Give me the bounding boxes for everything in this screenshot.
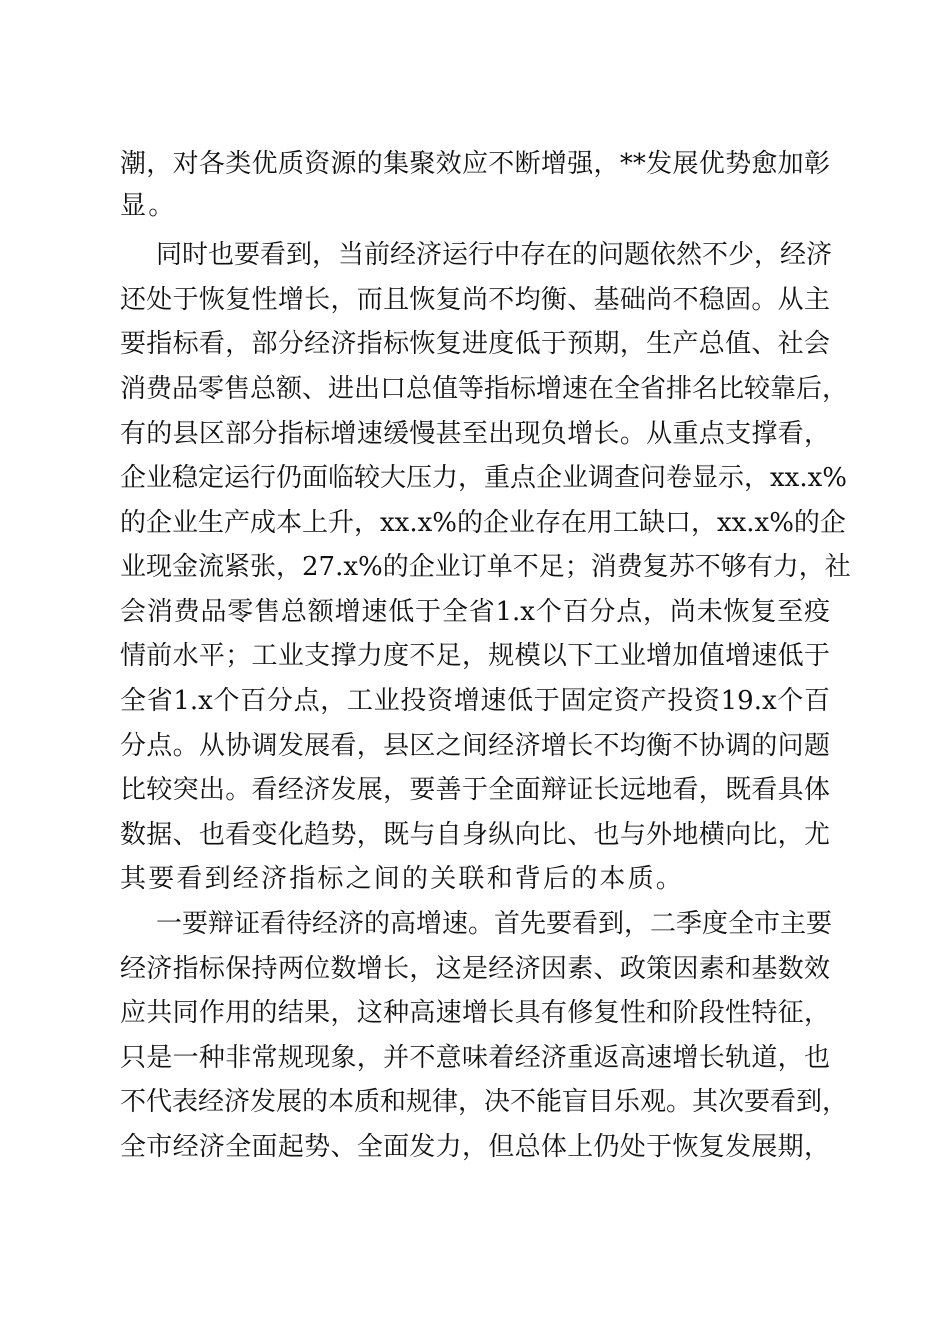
text-line: 业现金流紧张，27.x%的企业订单不足；消费复苏不够有力，社 xyxy=(120,552,851,582)
text-line: 情前水平；工业支撑力度不足，规模以下工业增加值增速低于 xyxy=(120,641,830,671)
text-line: 潮，对各类优质资源的集聚效应不断增强，**发展优势愈加彰 xyxy=(120,149,830,179)
text-line: 不代表经济发展的本质和规律，决不能盲目乐观。其次要看到， xyxy=(120,1087,849,1117)
text-line: 应共同作用的结果，这种高速增长具有修复性和阶段性特征， xyxy=(120,998,830,1028)
text-line: 要指标看，部分经济指标恢复进度低于预期，生产总值、社会 xyxy=(120,329,830,359)
text-line: 比较突出。看经济发展，要善于全面辩证长远地看，既看具体 xyxy=(120,775,830,805)
text-line: 企业稳定运行仍面临较大压力，重点企业调查问卷显示，xx.x% xyxy=(120,463,847,493)
text-line: 消费品零售总额、进出口总值等指标增速在全省排名比较靠后， xyxy=(120,374,849,404)
text-line: 有的县区部分指标增速缓慢甚至出现负增长。从重点支撑看， xyxy=(120,419,830,449)
paragraph-start-line: 一要辩证看待经济的高增速。首先要看到，二季度全市主要 xyxy=(156,909,833,939)
text-line: 经济指标保持两位数增长，这是经济因素、政策因素和基数效 xyxy=(120,954,830,984)
text-line: 显。 xyxy=(120,191,177,221)
text-line: 会消费品零售总额增速低于全省1.x个百分点，尚未恢复至疫 xyxy=(120,597,830,627)
text-line: 数据、也看变化趋势，既与自身纵向比、也与外地横向比，尤 xyxy=(120,820,830,850)
text-line: 只是一种非常规现象，并不意味着经济重返高速增长轨道，也 xyxy=(120,1043,830,1073)
text-line: 还处于恢复性增长，而且恢复尚不均衡、基础尚不稳固。从主 xyxy=(120,285,830,315)
text-line: 全省1.x个百分点，工业投资增速低于固定资产投资19.x个百 xyxy=(120,686,830,716)
paragraph-start-line: 同时也要看到，当前经济运行中存在的问题依然不少，经济 xyxy=(156,240,833,270)
text-line: 分点。从协调发展看，县区之间经济增长不均衡不协调的问题 xyxy=(120,731,830,761)
text-line: 全市经济全面起势、全面发力，但总体上仍处于恢复发展期， xyxy=(120,1132,830,1162)
text-line: 的企业生产成本上升，xx.x%的企业存在用工缺口，xx.x%的企 xyxy=(120,508,846,538)
text-line: 其要看到经济指标之间的关联和背后的本质。 xyxy=(120,864,685,894)
